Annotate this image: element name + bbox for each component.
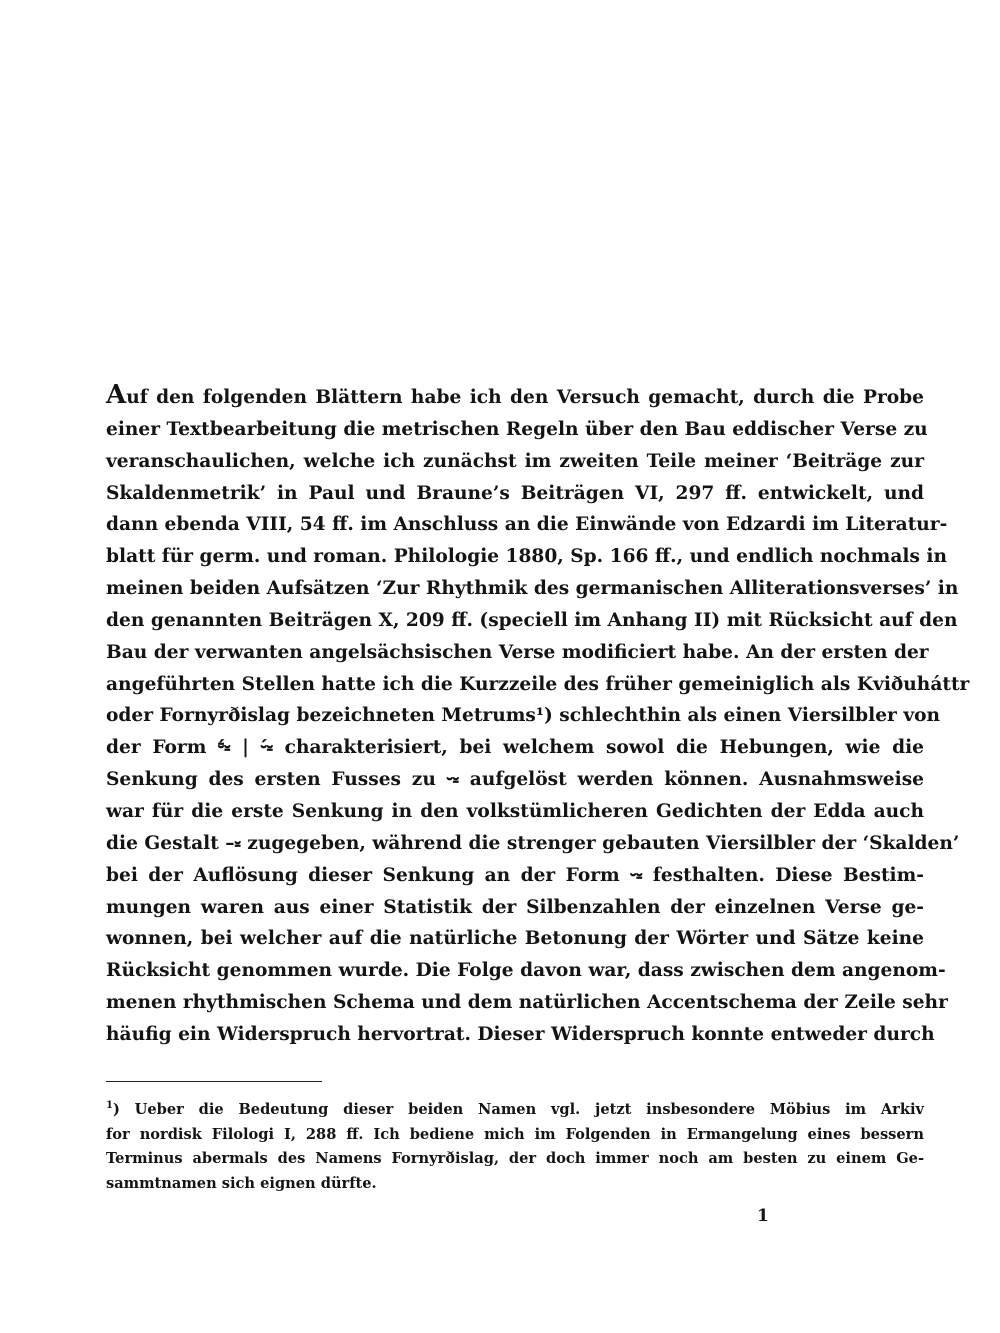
text-line-9: Bau der verwanten angelsächsischen Verse modificiert habe. An der ersten der	[106, 641, 929, 663]
footnote-rule	[106, 1081, 322, 1082]
text-line-1	[106, 382, 924, 414]
page-number: 1	[757, 1206, 769, 1226]
text-line-17: mungen waren aus einer Statistik der Silbenzahlen der einzelnen Verse ge-	[106, 896, 924, 918]
text-line-12: der Form ⏒́⏓ | ⏑́⏓ charakterisiert, bei welchem sowol die Hebungen, wie die	[106, 737, 924, 759]
text-line-6: blatt für germ. und roman. Philologie 1880, Sp. 166 ff., und endlich nochmals in	[106, 546, 947, 568]
text-line-4: Skaldenmetrik’ in Paul und Braune’s Beiträgen VI, 297 ff. entwickelt, und	[106, 482, 924, 504]
text-line-16: bei der Auflösung dieser Senkung an der Form ⏑⏓ festhalten. Diese Bestim-	[106, 864, 924, 886]
text-line-8: den genannten Beiträgen X, 209 ff. (speciell im Anhang II) mit Rücksicht auf den	[106, 609, 958, 631]
drop-cap: A	[106, 380, 127, 410]
footnote-line-4: sammtnamen sich eignen dürfte.	[106, 1175, 377, 1193]
footnote-line-3: Terminus abermals des Namens Fornyrðislag, der doch immer noch am besten zu einem Ge-	[106, 1150, 924, 1168]
text-line-18: wonnen, bei welcher auf die natürliche Betonung der Wörter und Sätze keine	[106, 928, 924, 950]
text-line-5: dann ebenda VIII, 54 ff. im Anschluss an die Einwände von Edzardi im Literatur-	[106, 514, 948, 536]
footnote-marker: 1	[106, 1100, 113, 1112]
text-line-15: die Gestalt –⏓ zugegeben, während die strenger gebauten Viersilbler der ‘Skalden’	[106, 832, 960, 854]
text-line-19: Rücksicht genommen wurde. Die Folge davon war, dass zwischen dem angenom-	[106, 960, 946, 982]
text-line-1-rest: uf den folgenden Blättern habe ich den Versuch gemacht, durch die Probe	[126, 387, 924, 408]
footnote	[106, 1098, 924, 1197]
text-line-10: angeführten Stellen hatte ich die Kurzzeile des früher gemeiniglich als Kviðuháttr	[106, 673, 970, 695]
footnote-line-2: for nordisk Filologi I, 288 ff. Ich bediene mich im Folgenden in Ermangelung eines bessern	[106, 1125, 924, 1143]
footnote-line-1	[106, 1098, 924, 1123]
text-line-7: meinen beiden Aufsätzen ‘Zur Rhythmik des germanischen Alliterationsverses’ in	[106, 578, 959, 600]
body-text	[106, 380, 970, 1051]
text-line-2: einer Textbearbeitung die metrischen Regeln über den Bau eddischer Verse zu	[106, 418, 928, 440]
text-line-11: oder Fornyrðislag bezeichneten Metrums¹) schlechthin als einen Viersilbler von	[106, 705, 941, 727]
text-line-14: war für die erste Senkung in den volkstümlicheren Gedichten der Edda auch	[106, 800, 924, 822]
text-line-3: veranschaulichen, welche ich zunächst im zweiten Teile meiner ‘Beiträge zur	[106, 450, 924, 472]
text-line-21: häufig ein Widerspruch hervortrat. Dieser Widerspruch konnte entweder durch	[106, 1023, 935, 1045]
text-line-13: Senkung des ersten Fusses zu ⏑⏓ aufgelöst werden können. Ausnahmsweise	[106, 769, 924, 791]
text-line-20: menen rhythmischen Schema und dem natürlichen Accentschema der Zeile sehr	[106, 992, 948, 1014]
footnote-line-1-text: ) Ueber die Bedeutung dieser beiden Namen vgl. jetzt insbesondere Möbius im Arkiv	[112, 1101, 924, 1118]
